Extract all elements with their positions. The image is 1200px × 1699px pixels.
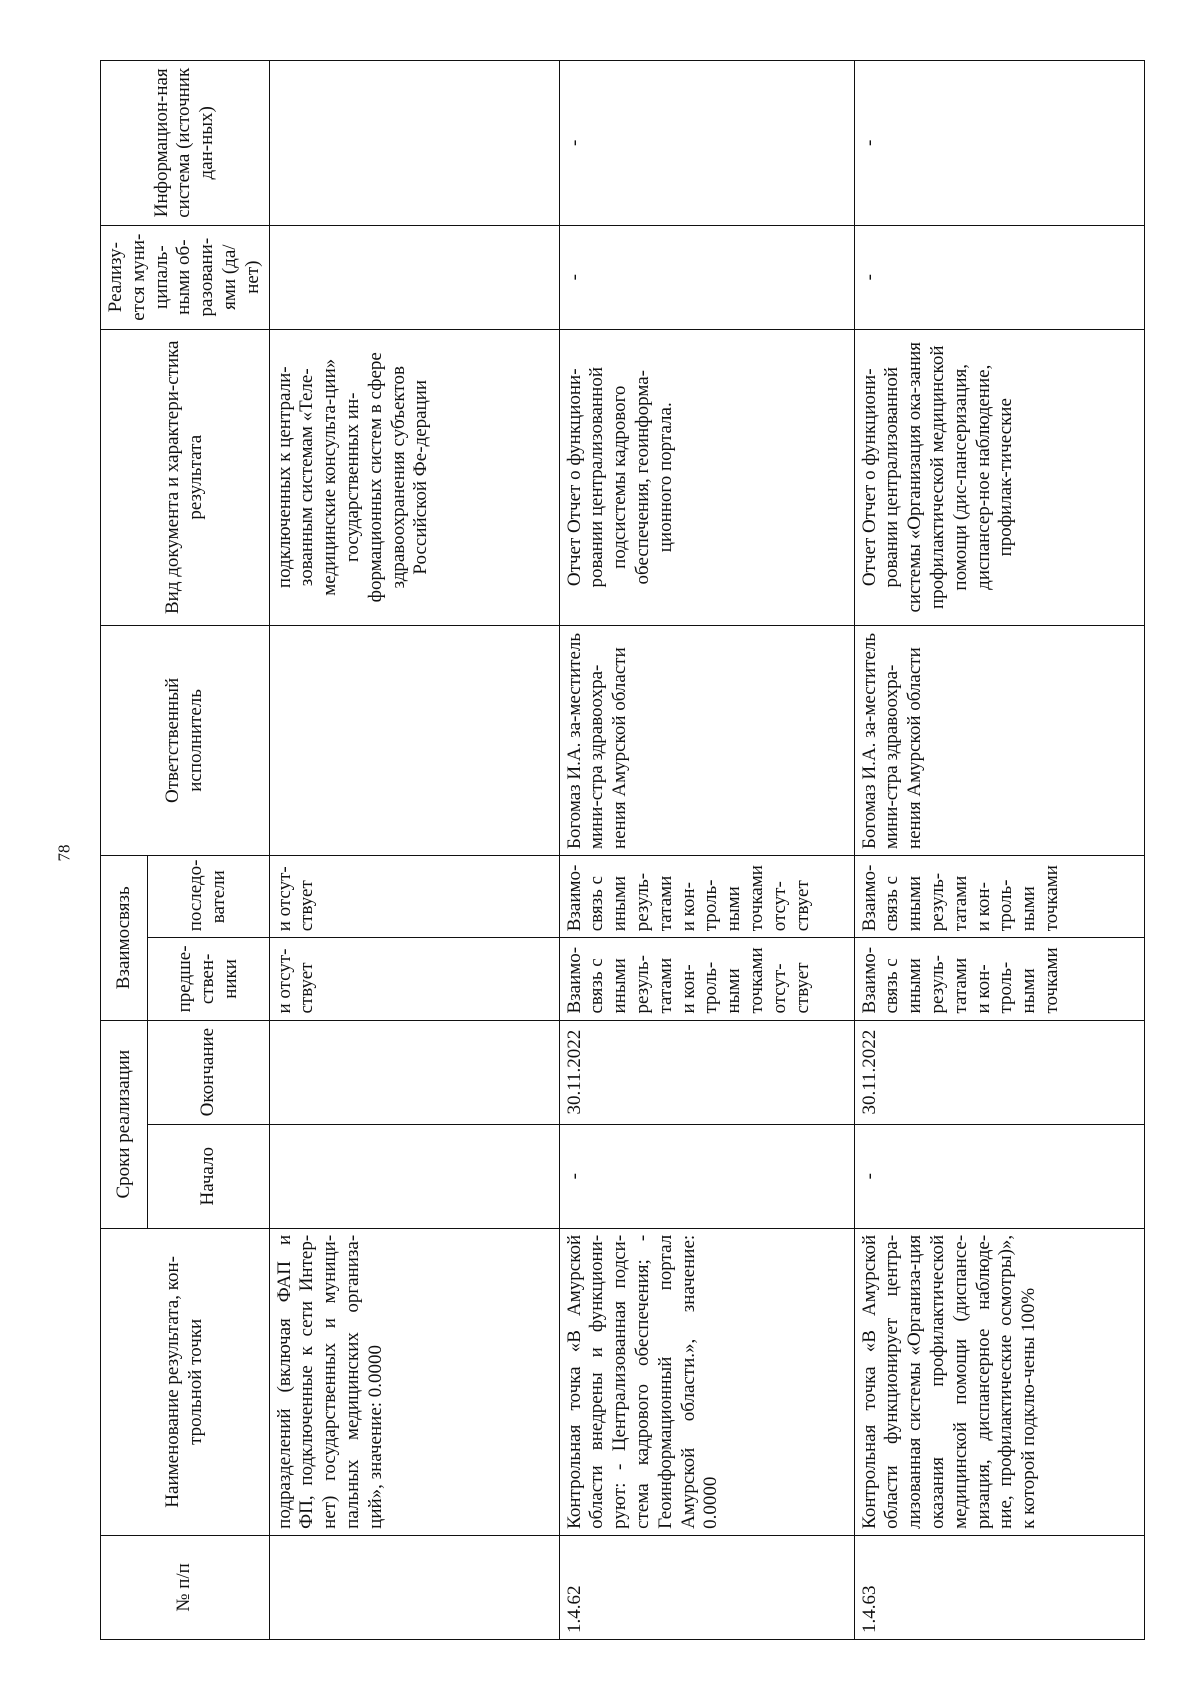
cell-infosys: - [854,61,1144,226]
header-municip: Реализу-ется муни-ципаль-ными об-разовани-ями (да/нет) [101,225,270,329]
header-resp: Ответственный исполнитель [101,625,270,855]
page-number: 78 [54,844,74,862]
cell-pred: и отсут-ствует [269,938,559,1020]
cell-infosys: - [559,61,854,226]
cell-resp: Богомаз И.А. за-меститель мини-стра здравоохра-нения Амурской области [854,625,1144,855]
header-link: Взаимосвязь [101,856,148,1020]
cell-num [269,1535,559,1639]
results-table [100,60,1145,1640]
cell-end: 30.11.2022 [559,1020,854,1124]
cell-succ: Взаимо-связь с иными резуль-татами и кон-троль-ными точками [854,856,1144,938]
cell-doc: Отчет Отчет о функциони-ровании централизованной подсистемы кадрового обеспечения, геоинформа-ционного портала. [559,329,854,625]
cell-municip: - [559,225,854,329]
cell-name: подразделений (включая ФАП и ФП, подключенные к сети Интер-нет) государственных и муници-пальных медицинских организа-ций», значение: 0.0000 [269,1228,559,1535]
cell-name: Контрольная точка «В Амурской области внедрены и функциони-руют: - Централизованная подси-стема кадрового обеспечения; - Геоинформационный портал Амурской области.», значение: 0.0000 [559,1228,854,1535]
cell-num: 1.4.62 [559,1535,854,1639]
cell-infosys [269,61,559,226]
cell-succ: и отсут-ствует [269,856,559,938]
cell-municip: - [854,225,1144,329]
cell-start: - [854,1124,1144,1228]
cell-resp: Богомаз И.А. за-меститель мини-стра здравоохра-нения Амурской области [559,625,854,855]
table-row [269,61,559,1640]
table-row [559,61,854,1640]
header-name: Наименование результата, кон-трольной точки [101,1228,270,1535]
rotated-table-sheet [100,60,1120,1640]
cell-doc: подключенных к централи-зованным системам «Теле-медицинские консульта-ции» государственных ин-формационных систем в сфере здравоохранения субъектов Российской Фе-дерации [269,329,559,625]
cell-municip [269,225,559,329]
header-num: № п/п [101,1535,270,1639]
cell-pred: Взаимо-связь с иными резуль-татами и кон-троль-ными точками отсут-ствует [559,938,854,1020]
cell-doc: Отчет Отчет о функциони-ровании централизованной системы «Организация ока-зания профилактической медицинской помощи (дис-пансеризация, диспансер-ное наблюдение, профилак-тические [854,329,1144,625]
cell-start: - [559,1124,854,1228]
header-succ: последо-ватели [148,856,270,938]
header-pred: предше-ствен-ники [148,938,270,1020]
cell-resp [269,625,559,855]
header-terms: Сроки реализации [101,1020,148,1228]
cell-name: Контрольная точка «В Амурской области функционирует центра-лизованная системы «Организа-ция оказания профилактической медицинской помощи (диспансе-ризация, диспансерное наблюде-ние, профилактические осмотры)», к которой подклю-чены 100% [854,1228,1144,1535]
cell-pred: Взаимо-связь с иными резуль-татами и кон-троль-ными точками [854,938,1144,1020]
table-row [854,61,1144,1640]
header-end: Окончание [148,1020,270,1124]
header-doc: Вид документа и характери-стика результата [101,329,270,625]
cell-succ: Взаимо-связь с иными резуль-татами и кон-троль-ными точками отсут-ствует [559,856,854,938]
cell-num: 1.4.63 [854,1535,1144,1639]
cell-end [269,1020,559,1124]
cell-end: 30.11.2022 [854,1020,1144,1124]
cell-start [269,1124,559,1228]
header-infosys: Информацион-ная система (источник дан-ных) [101,61,270,226]
header-start: Начало [148,1124,270,1228]
